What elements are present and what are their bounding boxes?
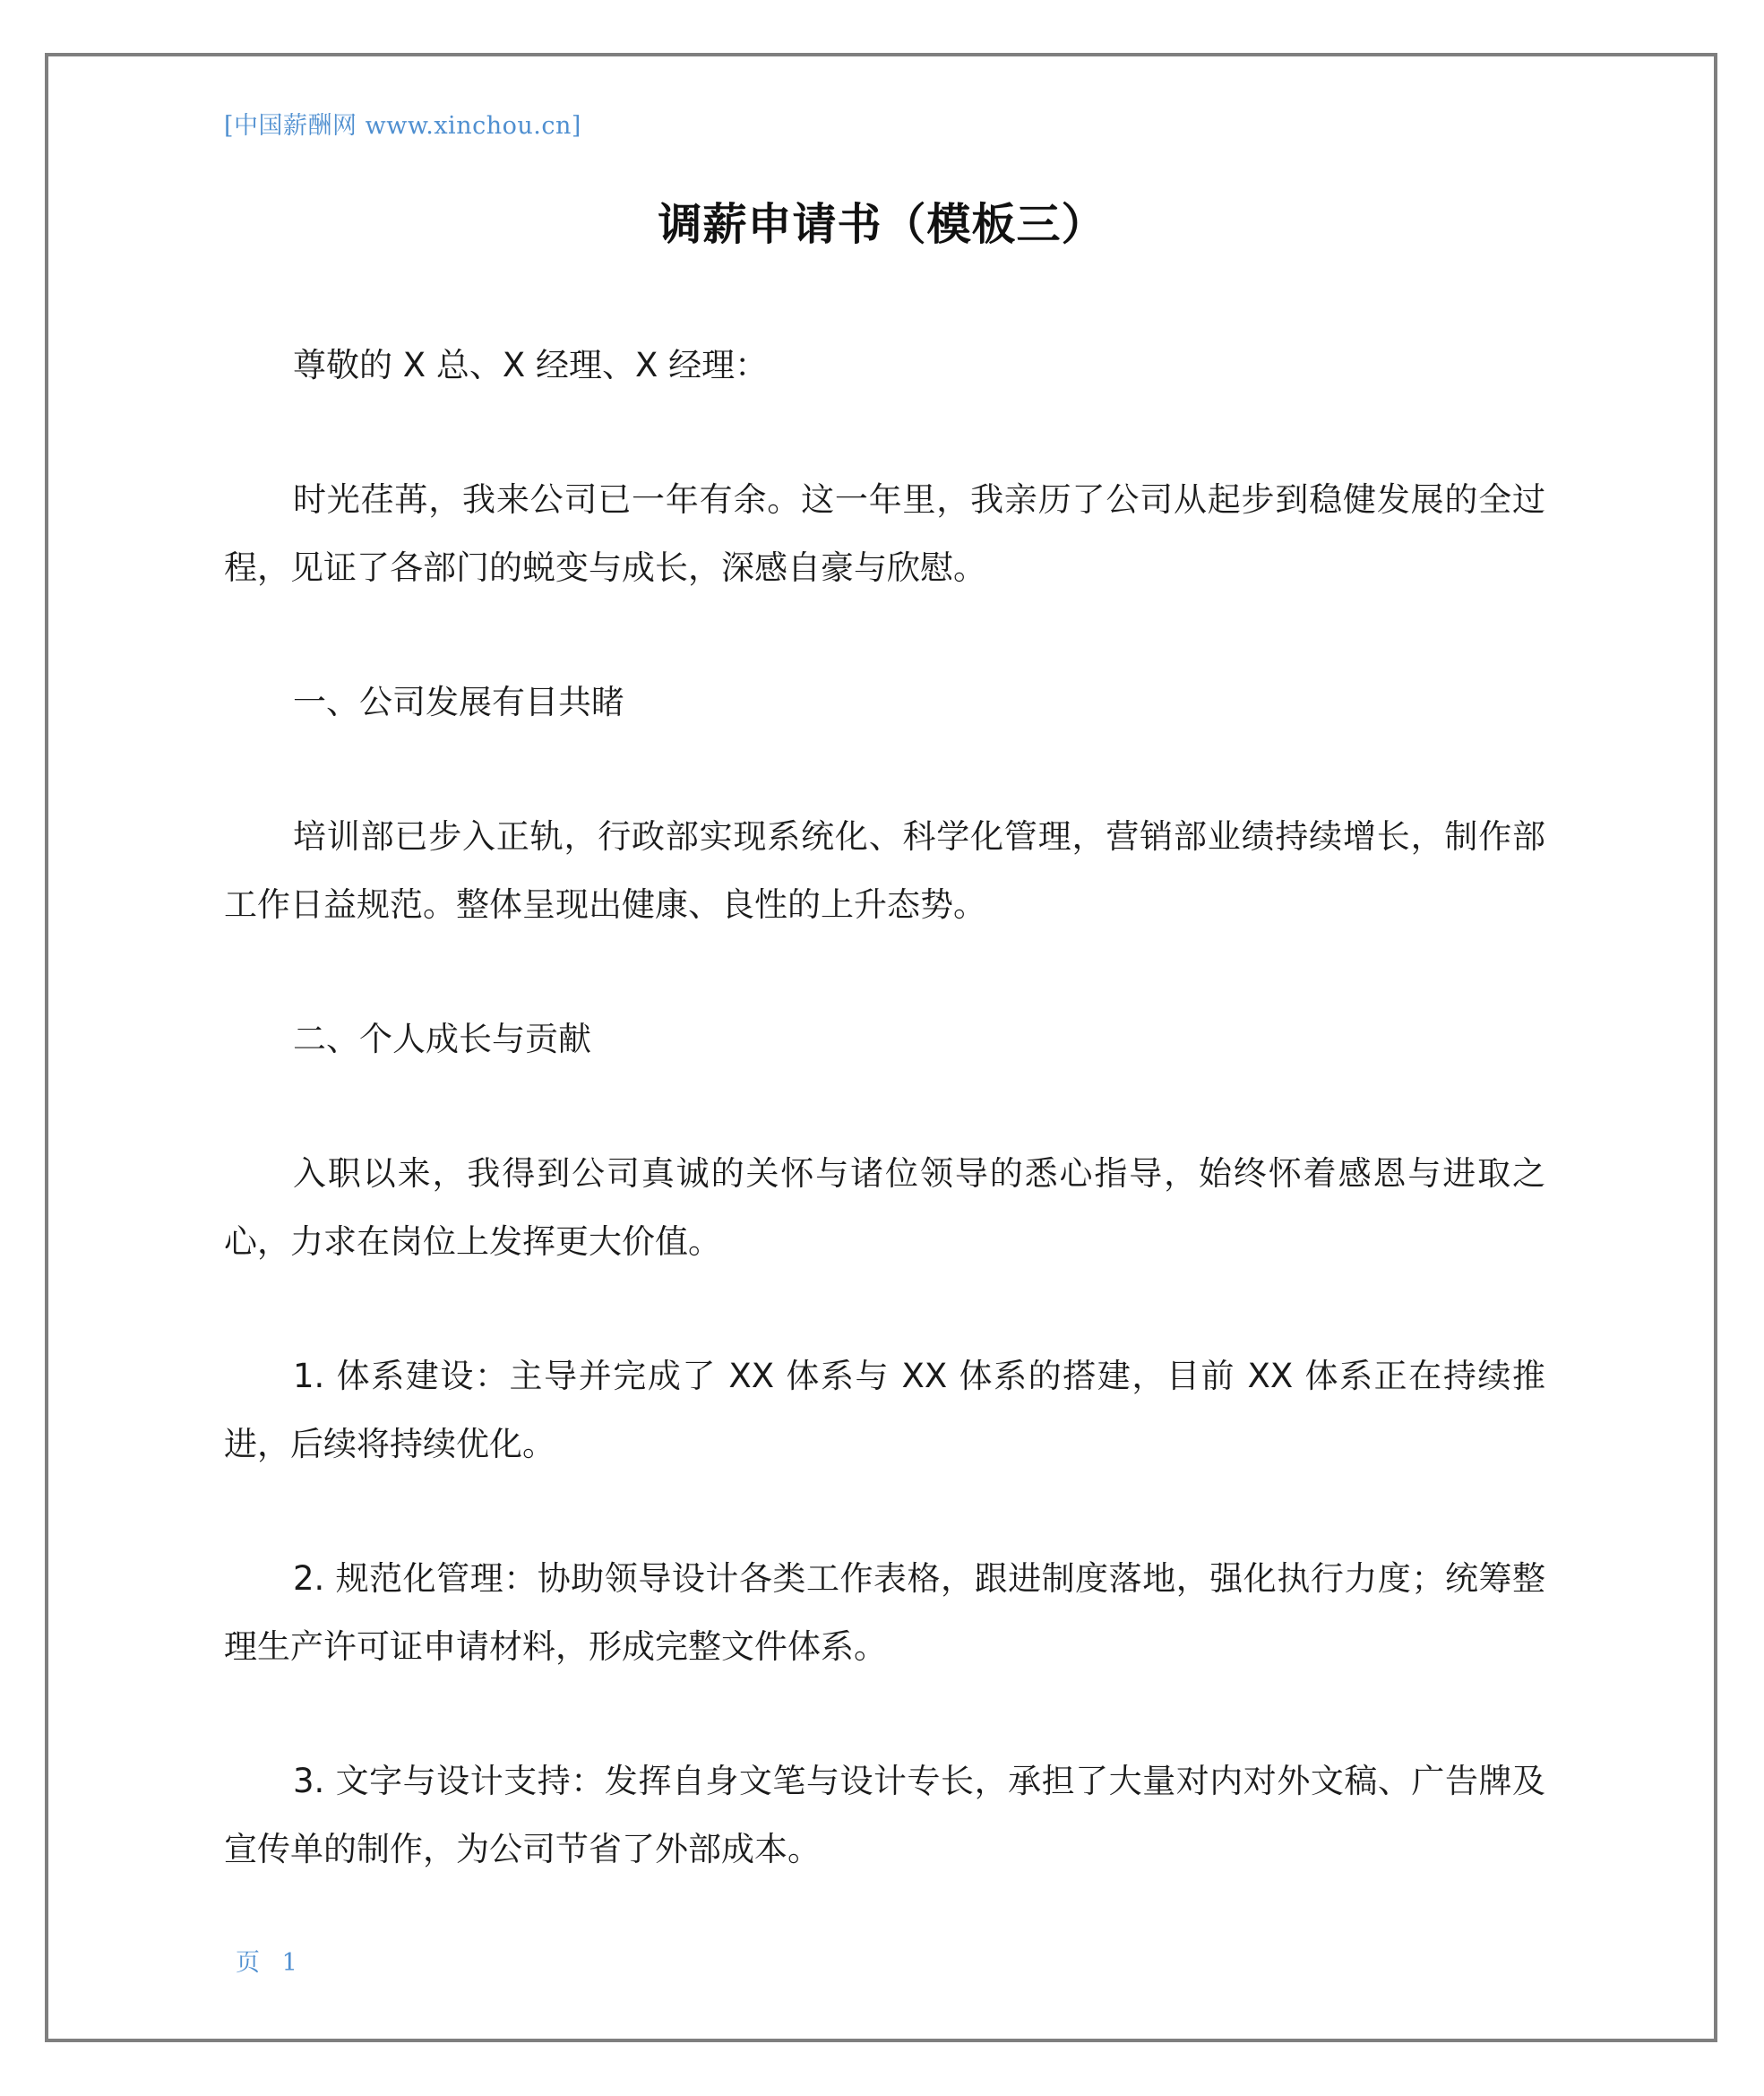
section-heading-2: 二、个人成长与贡献 (293, 1020, 591, 1058)
document-body (224, 332, 1545, 1950)
contribution-item-2: 2. 规范化管理：协助领导设计各类工作表格，跟进制度落地，强化执行力度；统筹整理生产许可证申请材料，形成完整文件体系。 (224, 1559, 1545, 1666)
header-source-link: [中国薪酬网 www.xinchou.cn] (224, 112, 581, 140)
contribution-item-1: 1. 体系建设：主导并完成了 XX 体系与 XX 体系的搭建，目前 XX 体系正在持续推进，后续将持续优化。 (224, 1357, 1545, 1463)
salutation-paragraph: 尊敬的 X 总、X 经理、X 经理： (293, 346, 769, 384)
page-number: 页 1 (236, 1949, 305, 1977)
personal-growth-paragraph: 入职以来，我得到公司真诚的关怀与诸位领导的悉心指导，始终怀着感恩与进取之心，力求在岗位上发挥更大价值。 (224, 1154, 1545, 1261)
company-development-paragraph: 培训部已步入正轨，行政部实现系统化、科学化管理，营销部业绩持续增长，制作部工作日益规范。整体呈现出健康、良性的上升态势。 (224, 817, 1545, 924)
section-heading-1: 一、公司发展有目共睹 (293, 683, 624, 721)
intro-paragraph: 时光荏苒，我来公司已一年有余。这一年里，我亲历了公司从起步到稳健发展的全过程，见证了各部门的蜕变与成长，深感自豪与欣慰。 (224, 480, 1545, 587)
document-title: 调薪申请书（模板三） (658, 199, 1106, 250)
contribution-item-3: 3. 文字与设计支持：发挥自身文笔与设计专长，承担了大量对内对外文稿、广告牌及宣传单的制作，为公司节省了外部成本。 (224, 1762, 1545, 1868)
